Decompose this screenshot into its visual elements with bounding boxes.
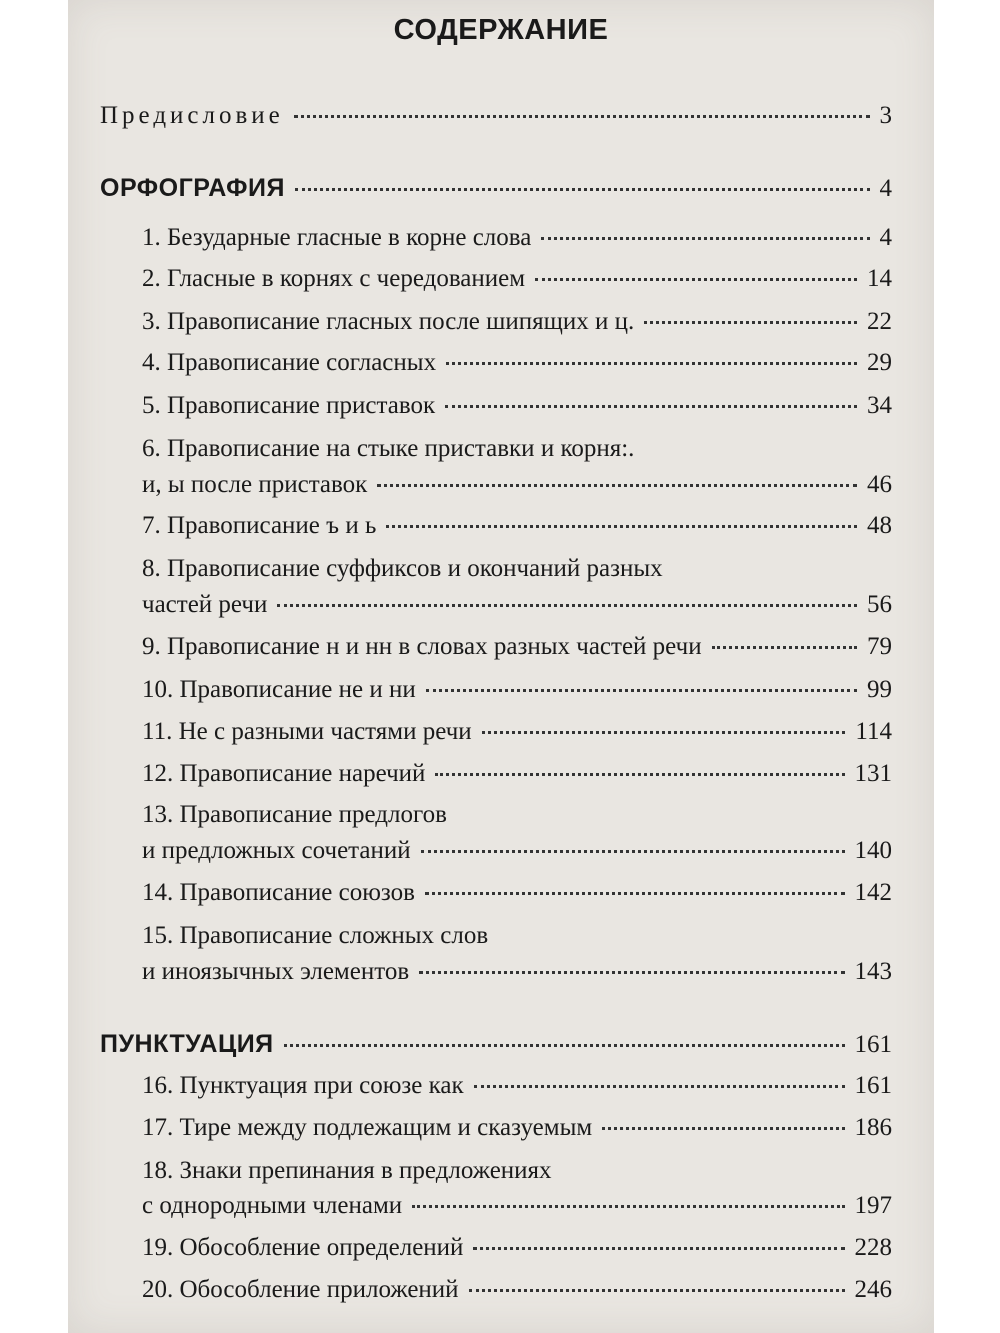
entry-page: 114 (855, 718, 892, 745)
toc-entry (142, 508, 892, 544)
entry-label: 14. Правописание союзов (142, 879, 415, 906)
toc-section-orthography (100, 170, 892, 207)
entry-label: 10. Правописание не и ни (142, 676, 416, 703)
dot-leader (602, 1127, 844, 1130)
entry-page: 56 (867, 591, 892, 618)
entry-page: 3 (879, 102, 892, 129)
entry-label: 11. Не с разными частями речи (142, 718, 472, 745)
toc-entry (142, 261, 892, 297)
entry-label: с однородными членами (142, 1192, 403, 1219)
toc-entry (142, 1230, 892, 1266)
toc-entry (142, 954, 892, 990)
dot-leader (644, 321, 857, 324)
entry-page: 186 (854, 1114, 892, 1141)
entry-label: 7. Правописание ъ и ь (142, 512, 377, 539)
dot-leader (295, 188, 870, 191)
dot-leader (435, 773, 844, 776)
entry-label: 5. Правописание приставок (142, 392, 436, 419)
toc-entry (142, 672, 892, 708)
dot-leader (445, 405, 857, 408)
entry-page: 79 (867, 633, 892, 660)
toc-entry (142, 345, 892, 381)
dot-leader (421, 850, 845, 853)
entry-label: 17. Тире между подлежащим и сказуемым (142, 1114, 593, 1141)
entry-page: 46 (867, 471, 892, 498)
entry-page: 197 (854, 1192, 892, 1219)
entry-first-line: 15. Правописание сложных слов (142, 922, 489, 949)
entry-page: 131 (854, 760, 892, 787)
entry-label: 19. Обособление определений (142, 1234, 464, 1261)
entry-label: 1. Безударные гласные в корне слова (142, 224, 532, 251)
entry-label: и, ы после приставок (142, 471, 368, 498)
toc-entry (142, 629, 892, 665)
dot-leader (469, 1289, 845, 1292)
section-label: ПУНКТУАЦИЯ (100, 1030, 274, 1058)
dot-leader (412, 1205, 844, 1208)
entry-label: 4. Правописание согласных (142, 349, 437, 376)
entry-page: 161 (854, 1072, 892, 1099)
toc-entry (142, 1110, 892, 1146)
entry-first-line: 13. Правописание предлогов (142, 801, 447, 828)
toc-entry (142, 388, 892, 424)
toc-entry (142, 1272, 892, 1308)
toc-entry (142, 1068, 892, 1104)
toc-entry (142, 220, 892, 256)
toc-entry (142, 1188, 892, 1224)
entry-page: 140 (854, 837, 892, 864)
book-page (68, 0, 934, 1333)
toc-entry (142, 587, 892, 623)
dot-leader (446, 362, 857, 365)
entry-page: 14 (867, 265, 892, 292)
dot-leader (425, 892, 845, 895)
entry-page: 22 (867, 308, 892, 335)
entry-page: 142 (854, 879, 892, 906)
entry-label: 16. Пунктуация при союзе как (142, 1072, 464, 1099)
entry-label: 9. Правописание н и нн в словах разных частей речи (142, 633, 702, 660)
toc-section-punctuation (100, 1026, 892, 1063)
dot-leader (419, 971, 844, 974)
entry-label: 20. Обособление приложений (142, 1276, 459, 1303)
entry-label: и иноязычных элементов (142, 958, 410, 985)
entry-page: 228 (854, 1234, 892, 1261)
entry-label: и предложных сочетаний (142, 837, 411, 864)
dot-leader (284, 1044, 845, 1047)
dot-leader (474, 1085, 845, 1088)
dot-leader (426, 689, 857, 692)
dot-leader (535, 278, 857, 281)
dot-leader (482, 731, 846, 734)
entry-label: частей речи (142, 591, 268, 618)
entry-page: 4 (879, 224, 892, 251)
section-page: 4 (879, 175, 892, 202)
toc-entry (142, 714, 892, 750)
entry-page: 34 (867, 392, 892, 419)
entry-label: 2. Гласные в корнях с чередованием (142, 265, 526, 292)
entry-page: 29 (867, 349, 892, 376)
toc-entry (142, 833, 892, 869)
page-title: СОДЕРЖАНИЕ (393, 14, 609, 46)
dot-leader (473, 1247, 844, 1250)
entry-first-line: 8. Правописание суффиксов и окончаний разных (142, 555, 663, 582)
entry-page: 48 (867, 512, 892, 539)
toc-entry (142, 756, 892, 792)
entry-label: 3. Правописание гласных после шипящих и ц. (142, 308, 635, 335)
dot-leader (541, 237, 869, 240)
dot-leader (277, 604, 857, 607)
entry-first-line: 6. Правописание на стыке приставки и корня:. (142, 435, 635, 462)
dot-leader (294, 115, 870, 118)
entry-first-line: 18. Знаки препинания в предложениях (142, 1157, 552, 1184)
toc-entry (142, 304, 892, 340)
dot-leader (712, 646, 857, 649)
dot-leader (386, 525, 857, 528)
section-page: 161 (854, 1031, 892, 1058)
entry-page: 143 (854, 958, 892, 985)
section-label: ОРФОГРАФИЯ (100, 174, 285, 202)
entry-page: 99 (867, 676, 892, 703)
entry-page: 246 (854, 1276, 892, 1303)
entry-label: 12. Правописание наречий (142, 760, 426, 787)
entry-label: Предисловие (100, 102, 284, 129)
toc-entry (142, 467, 892, 503)
toc-entry-preface (100, 98, 892, 134)
dot-leader (377, 484, 857, 487)
toc-entry (142, 875, 892, 911)
